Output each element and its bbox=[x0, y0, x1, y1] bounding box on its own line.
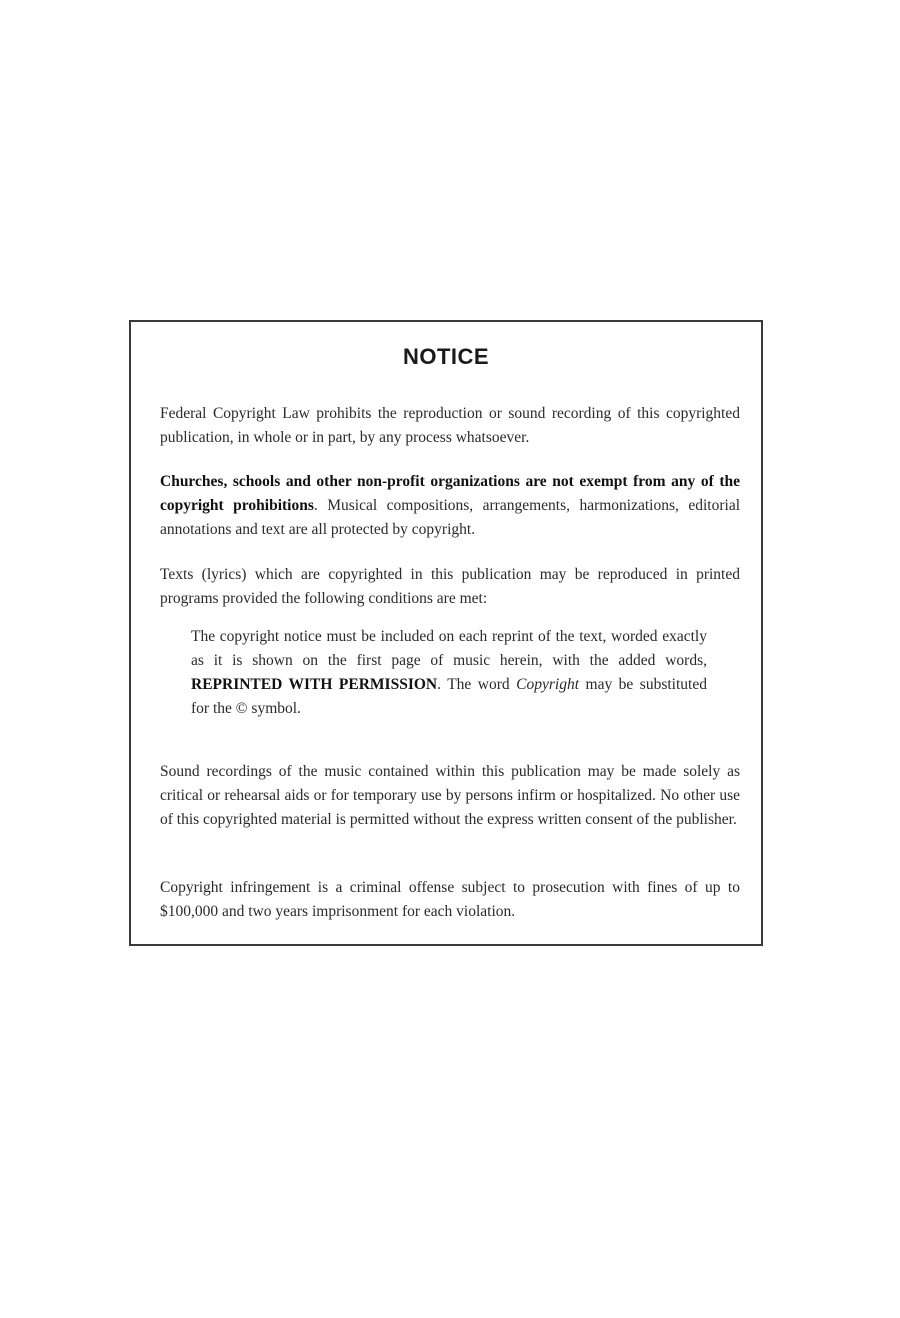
paragraph-federal-law: Federal Copyright Law prohibits the reproduction or sound recording of this copyrighted publication, in whole or in part, by any process whatsoever. bbox=[160, 405, 740, 446]
paragraph-reprint-conditions bbox=[191, 625, 707, 721]
not-exempt-rest-text: . Musical compositions, arrangements, harmonizations, editorial annotations and text are all protected by copyright. bbox=[160, 497, 741, 538]
paragraph-sound-recordings: Sound recordings of the music contained within this publication may be made solely as critical or rehearsal aids or for temporary use by persons infirm or hospitalized. No other use of this copyrighted material is permitted without the express written consent of the publisher. bbox=[160, 763, 740, 828]
paragraph-infringement: Copyright infringement is a criminal offense subject to prosecution with fines of up to $100,000 and two years imprisonment for each violation. bbox=[160, 879, 740, 920]
reprint-text-b: . The word bbox=[437, 676, 517, 693]
copyright-word-italic: Copyright bbox=[516, 676, 580, 693]
paragraph-not-exempt bbox=[160, 470, 740, 542]
not-exempt-bold-text: Churches, schools and other non-profit organizations are not exempt from any of the copyright prohibitions bbox=[160, 473, 740, 514]
notice-title: NOTICE bbox=[402, 344, 490, 369]
paragraph-texts-lyrics: Texts (lyrics) which are copyrighted in this publication may be reproduced in printed programs provided the following conditions are met: bbox=[160, 566, 740, 607]
reprint-text-a: The copyright notice must be included on each reprint of the text, worded exactly as it is shown on the first page of music herein, with the added words, bbox=[191, 628, 707, 669]
reprint-text-c: may be substituted for the © symbol. bbox=[191, 676, 707, 717]
notice-box bbox=[129, 320, 763, 946]
reprinted-with-permission-text: REPRINTED WITH PERMISSION bbox=[191, 676, 438, 693]
